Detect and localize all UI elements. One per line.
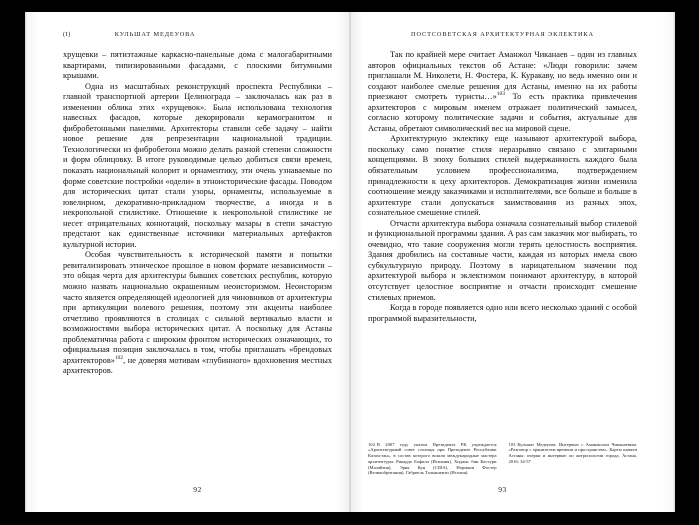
paragraph: Отчасти архитектура выбора означала сознательный выбор стилевой и функциональной программы здания. А раз сам заказчик мог выбирать, то очевидно, что такие сооружения могли терять целостность восприятия. Здания дробились на составные части, каждая из которых имела свою субкультурную природу. Поэтому в нарицательном значении под архитектурой выбора и эклектизмом понимают архитектуру, в которой отсутствует целостное восприятие и отчасти происходит смешение стилевых приемов. xyxy=(368,218,637,302)
footnote-column-left xyxy=(368,442,497,476)
page-edge-right xyxy=(672,12,675,512)
running-head-left xyxy=(63,28,332,42)
footnote-ref[interactable]: 103 xyxy=(496,91,505,98)
body-text-right xyxy=(368,50,637,324)
body-text-left xyxy=(63,50,332,377)
paragraph-text-continued: То есть практика привлечения архитекторов с мировым именем отражает политический замысел, согласно которому политические задачи и события, актуальные для Астаны, обретают символический вес на мировой сцене. xyxy=(368,92,637,133)
paragraph-text: Так по крайней мере считает Аманжол Чиканаев – один из главных авторов официальных текстов об Астане: «Люди говорили: зачем приглашали М. Николети, Н. Фостера, К. Куракаву, но ведь именно они и создают наиболее смелые решения для Астаны, именно на их работы приезжают смотреть туристы…» xyxy=(368,50,637,102)
running-head-right: ПОСТСОВЕТСКАЯ АРХИТЕКТУРНАЯ ЭКЛЕКТИКА xyxy=(411,31,594,38)
page-right xyxy=(350,12,675,512)
paragraph-text: Особая чувствительность к исторической памяти и попытки ревитализировать этническое прошлое в новом формате независимости – это общая черта для архитектуры бывших советских республик, которую можно назвать национально окрашенным неоисторизмом. Неоисторизм часто является определяющей идеологией для чиновников от архитектуры при артикуляции волевого решения, поэтому эти акценты наиболее отчетливо проявляются в столицах с сильной вертикалью власти и возможностями выбора исторических цитат. А поскольку для Астаны проблематична работа с широким фронтом исторических означающих, то официальная позиция заключалась в том, чтобы приглашать «брендовых архитекторов» xyxy=(63,250,332,365)
page-left xyxy=(25,12,350,512)
paragraph: Одна из масштабных реконструкций проспекта Республики – главной транспортной артерии Целинограда – заключалась как раз в изменении облика этих «хрущевок». Была использована технология навесных фасадов, которые декорировали керамогранитом и фибробетонными панелями. Архитекторы ставили себе задачу – найти новое решение для репрезентации национальной традиции. Технологически из фибробетона можно делать разной степени сложности и форм облицовку. В итоге руководимые целью добиться связи времен, показать национальный колорит и орнаментику, эти очень узнаваемые по форме советские постройки «одели» в этноисторические фасады. Поводом для исторических цитат стали узоры, орнаменты, используемые в ювелирном, декоративно-прикладном творчестве, а иногда и в некропольной стилистике. Отношение к некропольной стилистике не несет отрицательных коннотаций, поскольку мазары в степи зачастую предстают как единственные источники материальных артефактов культурной истории. xyxy=(63,81,332,249)
book-spread xyxy=(25,12,675,512)
folio-mark: (I) xyxy=(63,31,71,38)
footnote-number: 102 xyxy=(368,441,375,447)
footnote-ref[interactable]: 102 xyxy=(114,355,124,362)
paragraph: хрущевки – пятиэтажные каркасно-панельные дома с малогабаритными квартирами, типизированными фасадами, с плоскими битумными крышами. xyxy=(63,50,332,81)
page-number-right: 93 xyxy=(498,485,507,494)
page-edge-left xyxy=(25,12,28,512)
paragraph xyxy=(368,50,637,134)
paragraph: Архитектурную эклектику еще называют архитектурой выбора, поскольку само понятие стиля неразрывно связано с элитарными концепциями. В эпоху больших стилей выдержанность каждого была обязательным условием профессионализма, подтверждением принадлежности к цеху архитекторов. Демократизация жизни изменила соотношение между заказчиками и исполнителями, все больше и больше в архитектуре стали допускаться заимствования из разных эпох, сознательное смешение стилей. xyxy=(368,134,637,218)
footnote xyxy=(509,442,638,465)
paragraph-text-continued: , не доверяя мотивам «глубинного» вдохновения местных архитекторов. xyxy=(63,355,332,376)
footnote xyxy=(368,442,497,476)
footnote-number: 103 xyxy=(508,441,516,447)
book-gutter xyxy=(349,12,351,512)
paragraph: Когда в городе появляется одно или всего несколько зданий с особой программой выразительности, xyxy=(368,303,637,323)
footnote-text: В 2007 году указом Президента РК учреждается «Архитектурный совет столицы при Президенте Республики Казахстан», в состав которого вошли международные мастера архитектуры: Рикардо Бофилл (Испания), Хиджас бин Кастури (Малайзия), Эрик Кун (США), Норманн Фостер (Великобритания), Габриель Тальяшенти (Италия). xyxy=(368,441,497,476)
page-number-left: 92 xyxy=(193,485,202,494)
footnote-text: Кульшат Медеуова. Интервью с Аманжолом Чиканаевым. «Разговор с хранителем времени и пространства». Карты памяти Астаны: очерки и интервью по антропологии города. Астана, 2016: 34-57 xyxy=(508,441,637,464)
paragraph xyxy=(63,250,332,377)
footnotes-area xyxy=(368,442,637,476)
footnote-column-right xyxy=(509,442,638,476)
running-head-left-title: КУЛЬШАТ МЕДЕУОВА xyxy=(114,31,196,38)
